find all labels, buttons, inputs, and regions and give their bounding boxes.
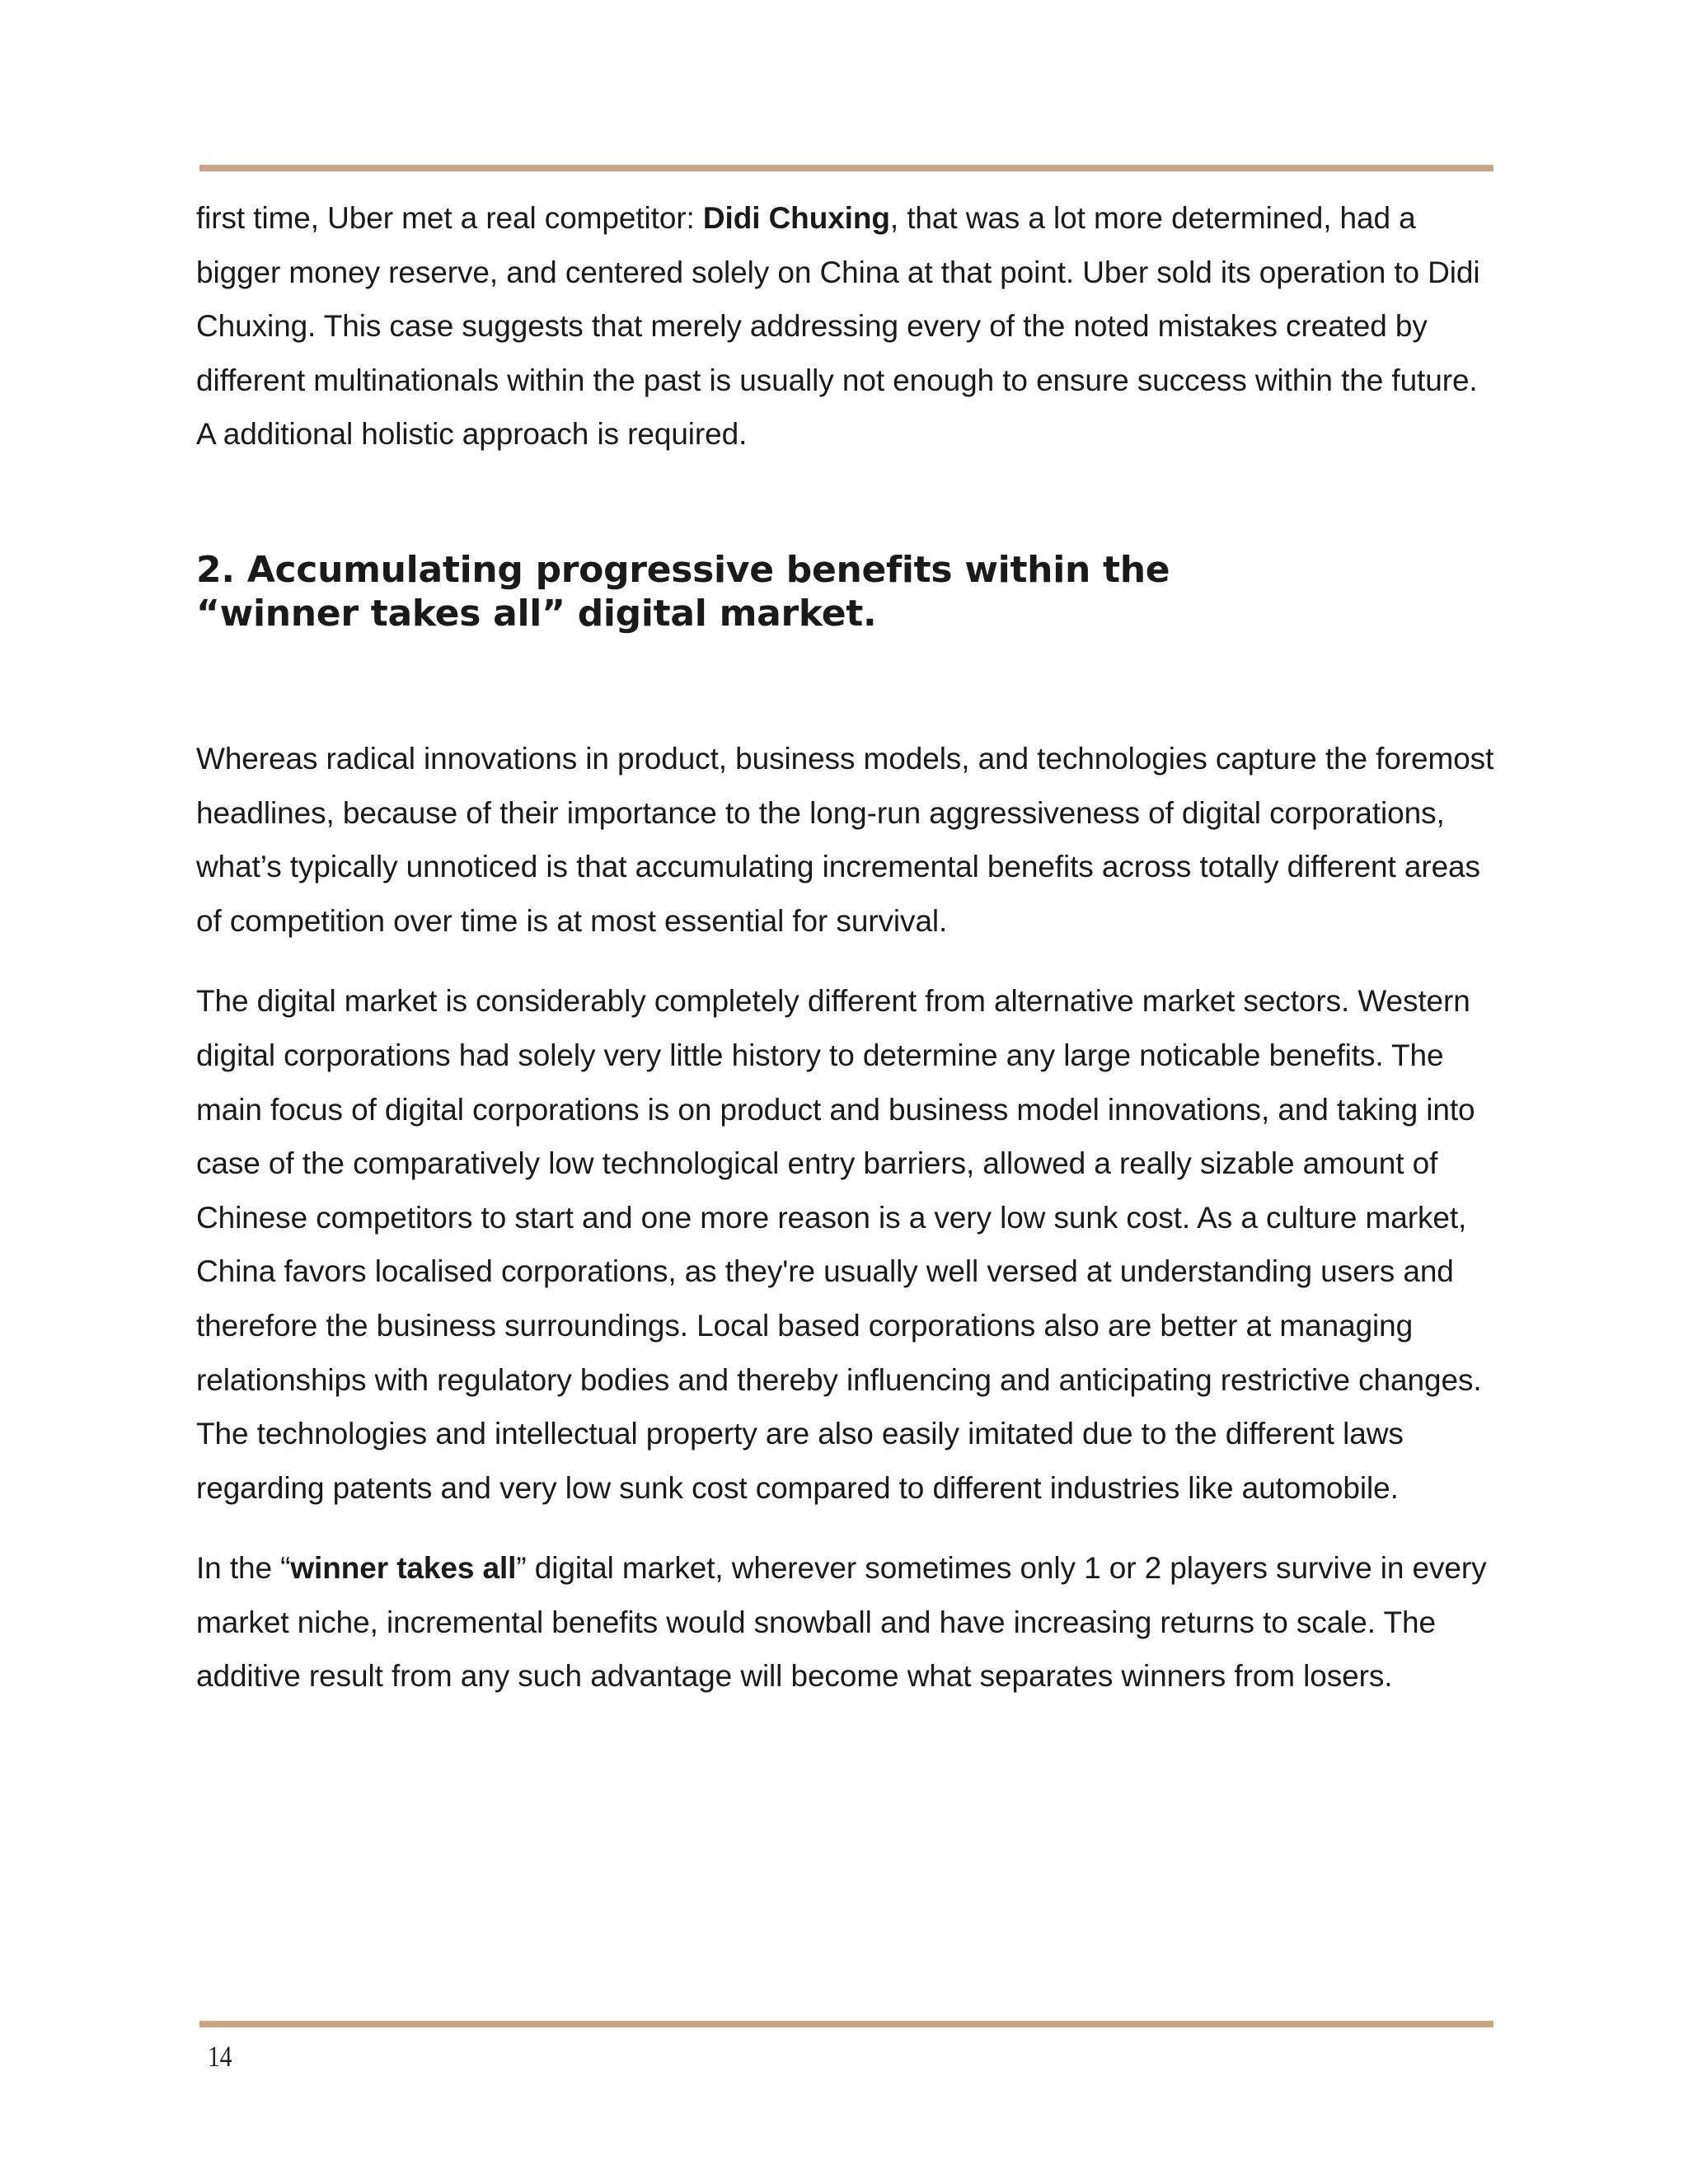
body-paragraph-2: The digital market is considerably completely different from alternative market sectors. Western digital corporations had solely very little history to determine any large noticable benefits. The main focus of digital corporations is on product and business model innovations, and taking into case of the comparatively low technological entry barriers, allowed a really sizable amount of Chinese competitors to start and one more reason is a very low sunk cost. As a culture market, China favors localised corporations, as they're usually well versed at understanding users and therefore the business surroundings. Local based corporations also are better at managing relationships with regulatory bodies and thereby influencing and anticipating restrictive changes. The technologies and intellectual property are also easily imitated due to the different laws regarding patents and very low sunk cost compared to different industries like automobile. [196, 984, 1482, 1505]
body-paragraph-3 [196, 1541, 1498, 1704]
body-paragraph-1: Whereas radical innovations in product, business models, and technologies capture the foremost headlines, because of their importance to the long-run aggressiveness of digital corporations, what’s typically unnoticed is that accumulating incremental benefits across totally different areas of competition over time is at most essential for survival. [196, 741, 1494, 938]
section-heading: 2. Accumulating progressive benefits within the “winner takes all” digital market. [196, 548, 1170, 635]
intro-bold-company: Didi Chuxing [702, 201, 890, 235]
paragraph-3-text-end: ” digital market, wherever sometimes only 1 or 2 players survive in every market niche, incremental benefits would snowball and have increasing returns to scale. The additive result from any such advantage will become what separates winners from losers. [196, 1551, 1487, 1694]
intro-text-end: , that was a lot more determined, had a bigger money reserve, and centered solely on China at that point. Uber sold its operation to Didi Chuxing. This case suggests that merely addressing every of the noted mistakes created by different multinationals within the past is usually not enough to ensure success within the future. A additional holistic approach is required. [196, 201, 1480, 452]
page-number: 14 [208, 2040, 232, 2073]
footer-rule [199, 2021, 1493, 2027]
intro-text-start: first time, Uber met a real competitor: [196, 201, 703, 235]
page-content [196, 191, 1498, 1704]
header-rule [199, 165, 1493, 171]
paragraph-3-text-start: In the “ [196, 1551, 291, 1586]
intro-paragraph [196, 191, 1498, 462]
paragraph-3-bold-phrase: winner takes all [290, 1551, 517, 1586]
